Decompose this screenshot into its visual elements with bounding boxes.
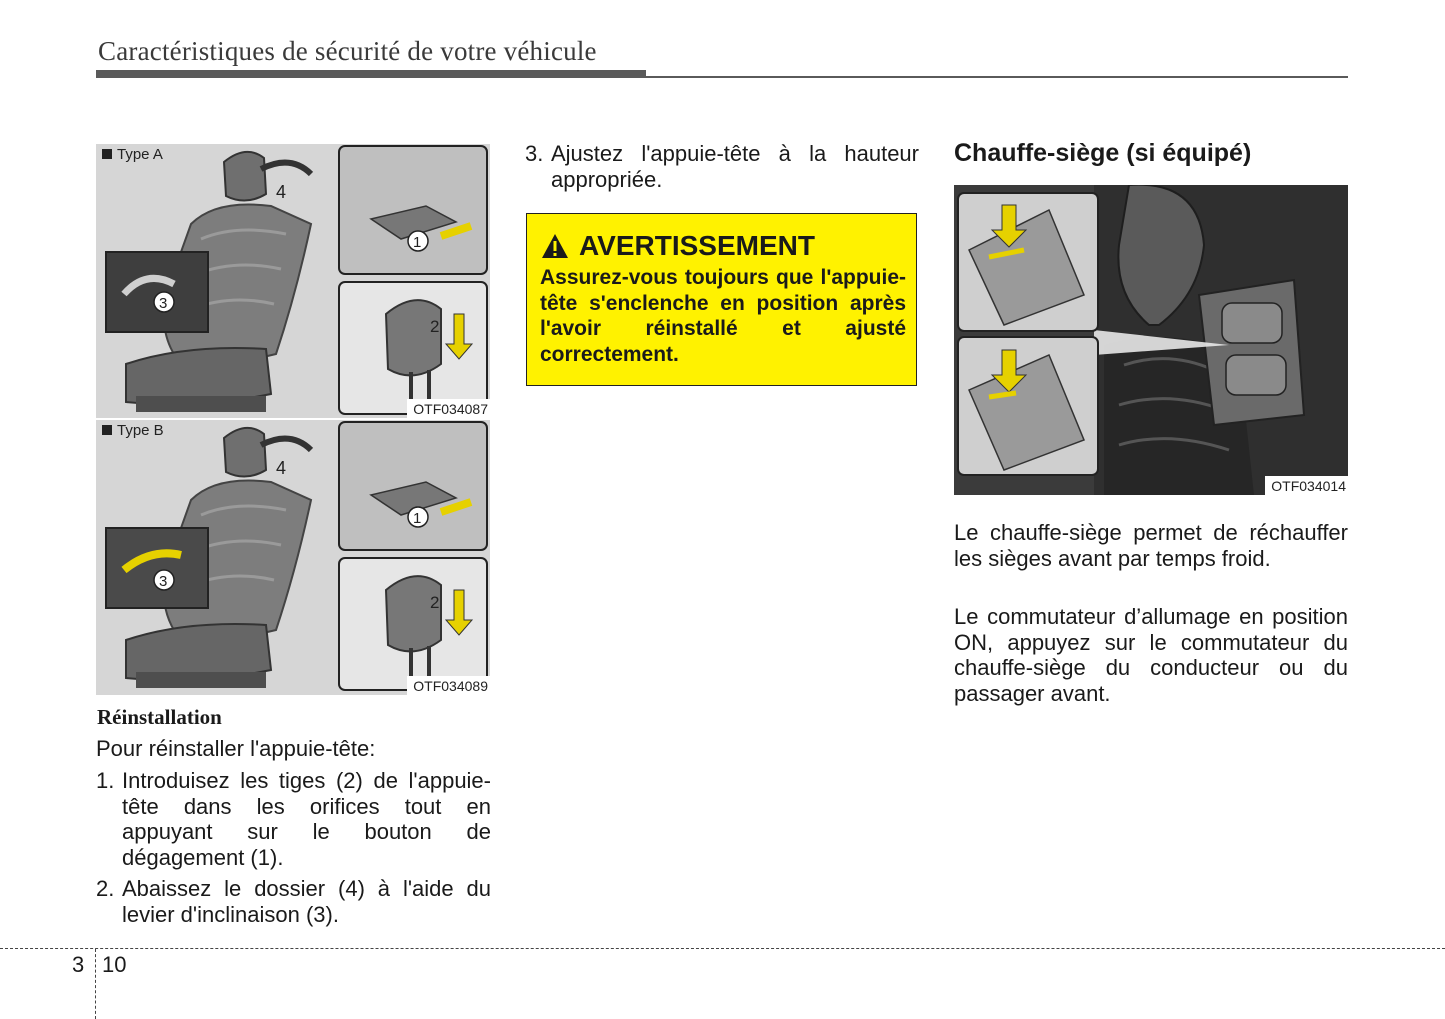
- svg-text:4: 4: [276, 458, 287, 478]
- chapter-number: 3: [72, 952, 85, 977]
- square-bullet-icon: [102, 149, 112, 159]
- svg-text:2: 2: [430, 317, 440, 336]
- figure-type-a: [96, 144, 490, 418]
- step-text: Introduisez les tiges (2) de l'appuie-tête dans les orifices tout en appuyant sur le bouton de dégagement (1).: [122, 768, 491, 870]
- header-rule-thin: [96, 76, 1348, 78]
- warning-box: [526, 213, 917, 386]
- svg-text:1: 1: [413, 234, 422, 251]
- page-header-title: Caractéristiques de sécurité de votre véhicule: [98, 36, 597, 66]
- square-bullet-icon: [102, 425, 112, 435]
- warning-title: [541, 230, 815, 262]
- footer-dashed-divider: [95, 949, 96, 1019]
- figure-code-a: OTF034087: [407, 399, 490, 418]
- warning-title-text: AVERTISSEMENT: [579, 230, 815, 261]
- svg-text:1: 1: [413, 510, 422, 527]
- step-text: Abaissez le dossier (4) à l'aide du levier d'inclinaison (3).: [122, 876, 491, 927]
- seat-heater-illustration: [954, 185, 1348, 495]
- svg-text:3: 3: [159, 295, 168, 312]
- figure-type-a-label: [102, 146, 163, 163]
- seat-heater-paragraph-1: Le chauffe-siège permet de réchauffer les sièges avant par temps froid.: [954, 520, 1348, 571]
- step-number: 1.: [96, 768, 115, 793]
- list-item: [96, 876, 491, 927]
- reinstall-intro: Pour réinstaller l'appuie-tête:: [96, 736, 376, 761]
- figure-seat-heater: [954, 185, 1348, 495]
- type-a-label-text: Type A: [117, 146, 163, 163]
- figure-type-b: [96, 420, 490, 695]
- step-text: Ajustez l'appuie-tête à la hauteur appropriée.: [551, 141, 919, 192]
- figure-code-b: OTF034089: [407, 676, 490, 695]
- footer-dashed-rule: [0, 948, 1445, 949]
- seat-heater-title: Chauffe-siège (si équipé): [954, 139, 1252, 167]
- seat-illustration-b: [96, 420, 490, 695]
- reinstall-steps-left: [96, 768, 491, 927]
- reinstall-step-3: [525, 141, 919, 192]
- warning-triangle-icon: [541, 233, 569, 259]
- svg-text:4: 4: [276, 182, 287, 202]
- list-item: [525, 141, 919, 192]
- svg-text:2: 2: [430, 593, 440, 612]
- figure-type-b-label: [102, 422, 164, 439]
- warning-body: Assurez-vous toujours que l'appuie-tête s'enclenche en position après l'avoir réinstallé et ajusté correctement.: [540, 266, 906, 366]
- type-b-label-text: Type B: [117, 422, 164, 439]
- list-item: [96, 768, 491, 870]
- figure-code-seat-heater: OTF034014: [1265, 476, 1348, 495]
- step-number: 2.: [96, 876, 115, 901]
- svg-text:3: 3: [159, 573, 168, 590]
- step-number: 3.: [525, 141, 544, 166]
- seat-heater-paragraph-2: Le commutateur d’allumage en position ON, appuyez sur le commutateur du chauffe-siège du conducteur ou du passager avant.: [954, 604, 1348, 706]
- page-number: 10: [102, 952, 127, 977]
- seat-illustration-a: [96, 144, 490, 418]
- reinstall-heading: Réinstallation: [97, 705, 222, 729]
